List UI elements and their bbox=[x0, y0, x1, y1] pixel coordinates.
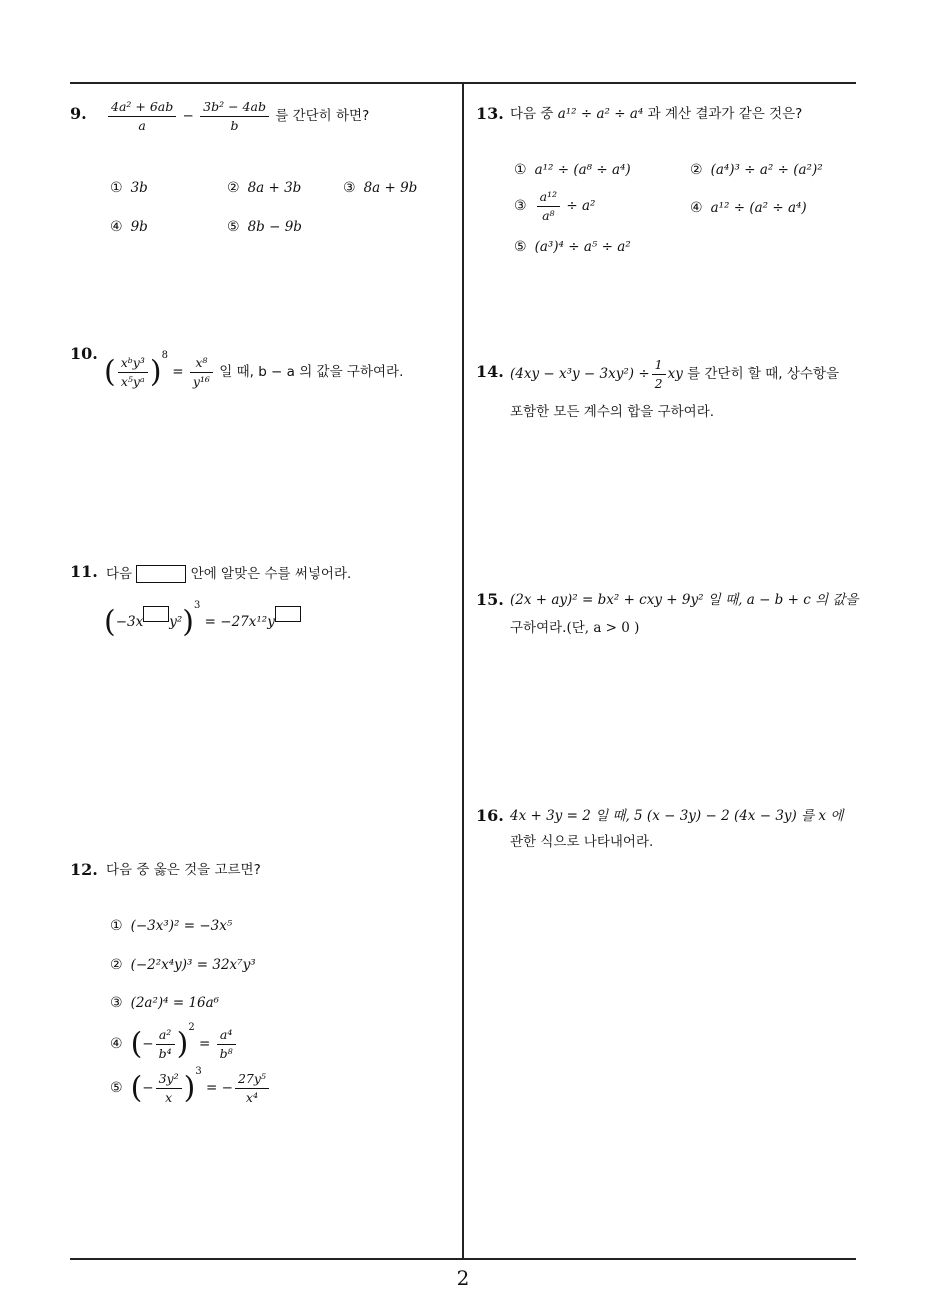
fraction: $\frac{\text{x⁸}}{\text{y¹⁶}}$ bbox=[190, 354, 213, 391]
choice-3[interactable]: ③ $\frac{\text{a¹²}}{\text{a⁸}}$ ÷ a² bbox=[514, 189, 596, 223]
fraction: $\frac{\text{3b² − 4ab}}{b}$ bbox=[200, 98, 269, 135]
choice-4[interactable]: ④ 9b bbox=[110, 219, 148, 235]
choice-2[interactable]: ② (−2²x⁴y)³ = 32x⁷y³ bbox=[110, 957, 256, 973]
fraction: $\frac{\text{xᵇy³}}{\text{x⁵yᵃ}}$ bbox=[118, 354, 148, 391]
column-divider bbox=[462, 82, 464, 1259]
choice-3[interactable]: ③ (2a²)⁴ = 16a⁶ bbox=[110, 995, 220, 1011]
choice-5[interactable]: ⑤ (− $\frac{\text{3y²}}{x}$ )$^3$ = − $\frac{\text{27y⁵}}{\text{x⁴}}$ bbox=[110, 1066, 271, 1107]
fraction: $\frac{\text{4a² + 6ab}}{a}$ bbox=[108, 98, 176, 135]
choice-1[interactable]: ① a¹² ÷ (a⁸ ÷ a⁴) bbox=[514, 162, 631, 178]
choice-2[interactable]: ② 8a + 3b bbox=[227, 180, 302, 196]
question-number: 12. bbox=[70, 860, 98, 879]
question-number: 10. bbox=[70, 344, 98, 363]
choice-2[interactable]: ② (a⁴)³ ÷ a² ÷ (a²)² bbox=[690, 162, 823, 178]
choice-1[interactable]: ① 3b bbox=[110, 180, 148, 196]
question-number: 11. bbox=[70, 562, 98, 581]
question-number: 16. bbox=[476, 806, 504, 825]
choice-4[interactable]: ④ (− $\frac{\text{a²}}{\text{b⁴}}$ )$^2$ = $\frac{\text{a⁴}}{\text{b⁸}}$ bbox=[110, 1022, 238, 1063]
answer-blank[interactable] bbox=[143, 606, 169, 622]
choice-3[interactable]: ③ 8a + 9b bbox=[343, 180, 418, 196]
choice-5[interactable]: ⑤ (a³)⁴ ÷ a⁵ ÷ a² bbox=[514, 239, 631, 255]
question-number: 14. bbox=[476, 362, 504, 381]
question-number: 15. bbox=[476, 590, 504, 609]
bottom-rule bbox=[70, 1258, 856, 1260]
choice-4[interactable]: ④ a¹² ÷ (a² ÷ a⁴) bbox=[690, 200, 807, 216]
question-prompt: 를 간단히 하면? bbox=[275, 108, 370, 124]
question-prompt: 일 때, b − a 의 값을 구하여라. bbox=[219, 364, 404, 380]
choice-5[interactable]: ⑤ 8b − 9b bbox=[227, 219, 302, 235]
fraction: $\frac{1}{2}$ bbox=[652, 356, 666, 393]
question-prompt: 다음 중 옳은 것을 고르면? bbox=[106, 862, 261, 878]
choice-1[interactable]: ① (−3x³)² = −3x⁵ bbox=[110, 918, 233, 934]
answer-blank[interactable] bbox=[136, 565, 186, 583]
answer-blank[interactable] bbox=[275, 606, 301, 622]
question-number: 13. bbox=[476, 104, 504, 123]
page-number: 2 bbox=[456, 1266, 470, 1290]
question-number: 9. bbox=[70, 104, 87, 123]
